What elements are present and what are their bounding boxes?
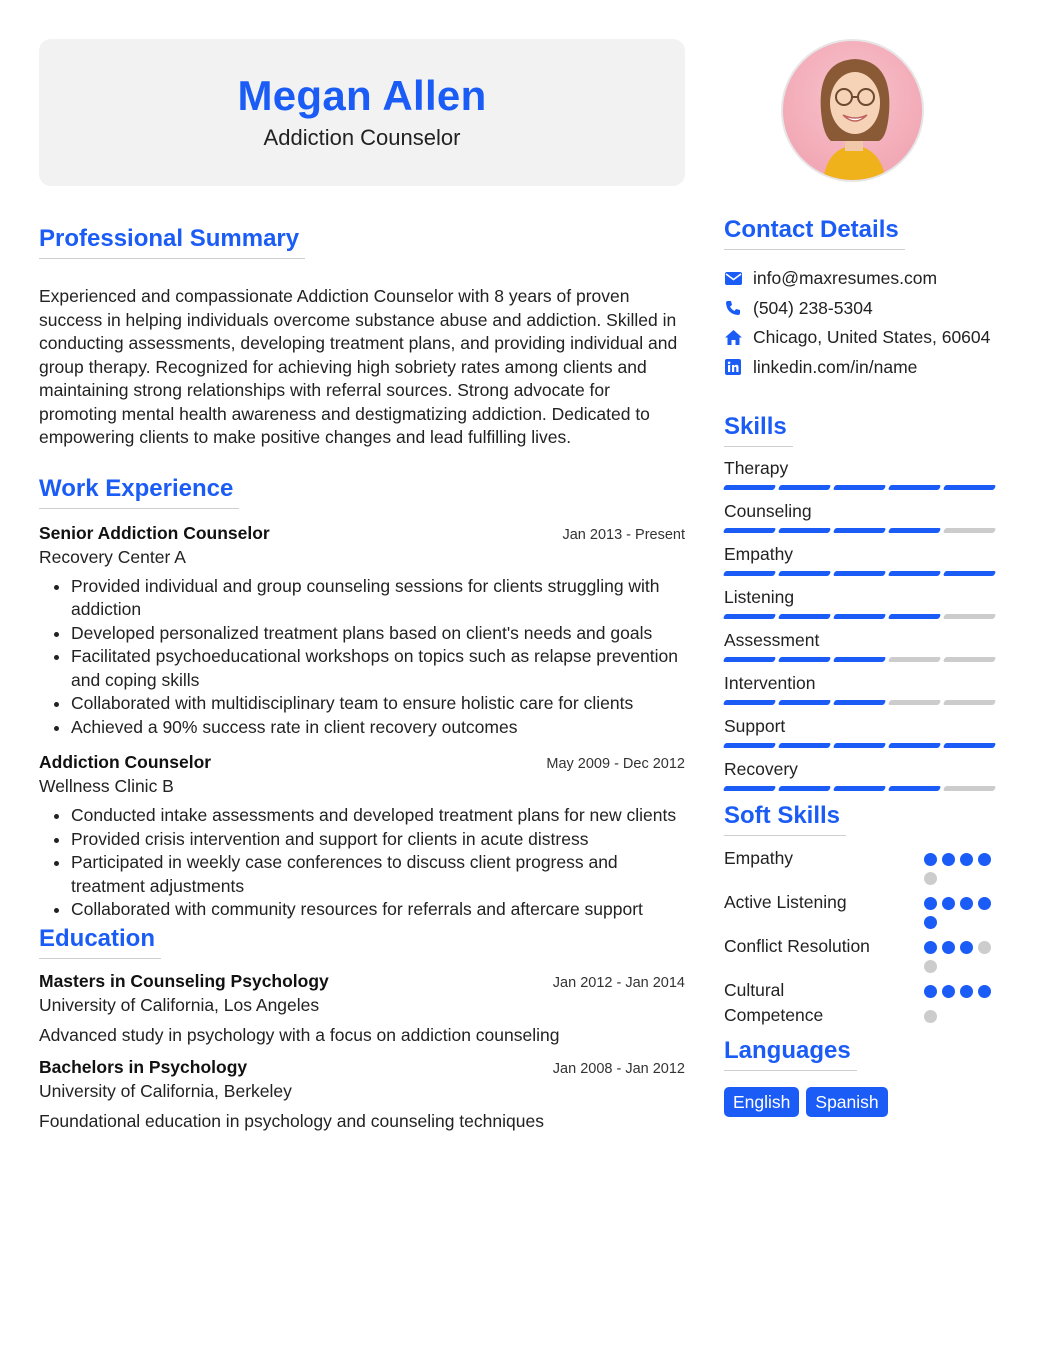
contact-phone-text: (504) 238-5304 — [753, 297, 873, 318]
soft-skill-name: Empathy — [724, 848, 794, 868]
skill-level-segment — [833, 528, 886, 533]
skill-item — [724, 586, 1004, 619]
skill-level-bar — [724, 485, 1004, 490]
rating-dot — [960, 853, 973, 866]
education-date: Jan 2008 - Jan 2012 — [552, 1060, 685, 1077]
contact-email[interactable] — [724, 264, 1004, 294]
soft-skill-rating — [924, 934, 1004, 973]
rating-dot — [924, 1010, 937, 1023]
soft-skill-name: Cultural Competence — [724, 980, 824, 1025]
skill-level-segment — [778, 700, 831, 705]
skill-level-segment — [833, 657, 886, 662]
section-title-skills: Skills — [724, 412, 793, 447]
skill-level-segment — [778, 485, 831, 490]
soft-skill-item — [724, 978, 1004, 1028]
skill-level-segment — [833, 485, 886, 490]
skill-item — [724, 500, 1004, 533]
job-organization: Wellness Clinic B — [39, 776, 174, 796]
skill-level-segment — [778, 657, 831, 662]
language-chip: English — [724, 1087, 799, 1117]
skill-name: Counseling — [724, 501, 812, 521]
rating-dot — [924, 960, 937, 973]
contact-email-text: info@maxresumes.com — [753, 268, 938, 289]
rating-dot — [960, 985, 973, 998]
contact-section — [724, 215, 1004, 382]
school-name: University of California, Berkeley — [39, 1080, 292, 1101]
skill-name: Support — [724, 716, 786, 736]
rating-dot — [924, 941, 937, 954]
contact-linkedin-text: linkedin.com/in/name — [753, 356, 918, 377]
rating-dot — [978, 985, 991, 998]
job-bullet: • Facilitated psychoeducational workshops on topics such as relapse prevention and coping skills — [71, 645, 685, 692]
contact-linkedin[interactable] — [724, 353, 1004, 383]
section-title-experience: Work Experience — [39, 474, 239, 509]
skill-name: Listening — [724, 587, 795, 607]
job-bullet: • Achieved a 90% success rate in client recovery outcomes — [71, 716, 685, 740]
summary-text: Experienced and compassionate Addiction Counselor with 8 years of proven success in helping individuals overcome substance abuse and addiction. Skilled in conducting assessments, developing treatment plans, and providing individual and group therapy. Recognized for achieving high sobriety rates among clients and maintaining strong relationships with referral sources. Strong advocate for promoting mental health awareness and destigmatizing addiction. Dedicated to empowering clients to make positive changes and lead fulfilling lives. — [39, 286, 678, 447]
skill-item — [724, 629, 1004, 662]
education-date: Jan 2012 - Jan 2014 — [552, 974, 685, 991]
skill-level-bar — [724, 743, 1004, 748]
job-bullets — [39, 575, 685, 740]
soft-skill-item — [724, 846, 1004, 885]
degree-title: Masters in Counseling Psychology — [39, 970, 329, 991]
rating-dot — [924, 916, 937, 929]
rating-dot — [924, 985, 937, 998]
skill-level-segment — [943, 743, 996, 748]
skill-item — [724, 672, 1004, 705]
skill-item — [724, 457, 1004, 490]
soft-skill-rating — [924, 978, 1004, 1028]
skill-level-segment — [888, 700, 941, 705]
section-title-education: Education — [39, 924, 161, 959]
degree-title: Bachelors in Psychology — [39, 1056, 248, 1077]
skill-level-bar — [724, 657, 1004, 662]
skill-level-segment — [833, 743, 886, 748]
contact-phone[interactable] — [724, 294, 1004, 324]
education-description: Advanced study in psychology with a focus on addiction counseling — [39, 1024, 560, 1045]
job-title: Addiction Counselor — [39, 752, 212, 772]
contact-location-text: Chicago, United States, 60604 — [753, 327, 991, 348]
rating-dot — [942, 941, 955, 954]
contact-location — [724, 323, 1004, 353]
phone-icon — [724, 299, 742, 317]
education-description: Foundational education in psychology and counseling techniques — [39, 1110, 544, 1131]
email-icon — [724, 270, 742, 288]
skill-level-segment — [943, 700, 996, 705]
skill-level-segment — [778, 614, 831, 619]
rating-dot — [978, 897, 991, 910]
job-bullet: • Developed personalized treatment plans based on client's needs and goals — [71, 622, 685, 646]
rating-dot — [960, 897, 973, 910]
skill-level-segment — [723, 485, 776, 490]
skill-name: Therapy — [724, 458, 789, 478]
sidebar-column — [724, 39, 1004, 1117]
skill-level-segment — [943, 485, 996, 490]
job-entry — [39, 752, 685, 922]
skill-level-segment — [943, 571, 996, 576]
experience-section — [39, 474, 685, 922]
section-title-soft-skills: Soft Skills — [724, 801, 846, 836]
skill-level-segment — [723, 743, 776, 748]
job-bullet: • Participated in weekly case conferences to discuss client progress and treatment adjustments — [71, 851, 685, 898]
home-icon — [724, 329, 742, 347]
candidate-name: Megan Allen — [237, 72, 487, 119]
skill-level-segment — [888, 614, 941, 619]
skill-level-segment — [778, 528, 831, 533]
education-section — [39, 924, 685, 1133]
soft-skill-rating — [924, 846, 1004, 885]
skill-item — [724, 715, 1004, 748]
soft-skill-name: Active Listening — [724, 892, 847, 912]
rating-dot — [960, 941, 973, 954]
job-date: Jan 2013 - Present — [562, 526, 685, 543]
skill-item — [724, 543, 1004, 576]
section-title-contact: Contact Details — [724, 215, 905, 250]
skill-level-segment — [723, 571, 776, 576]
soft-skill-name: Conflict Resolution — [724, 936, 870, 956]
job-date: May 2009 - Dec 2012 — [546, 756, 685, 772]
skill-level-bar — [724, 786, 1004, 791]
job-entry — [39, 523, 685, 740]
rating-dot — [942, 897, 955, 910]
skill-level-segment — [943, 657, 996, 662]
rating-dot — [924, 872, 937, 885]
skill-level-segment — [888, 528, 941, 533]
section-title-summary: Professional Summary — [39, 224, 305, 259]
skill-level-segment — [943, 786, 996, 791]
skill-level-segment — [833, 571, 886, 576]
skill-name: Assessment — [724, 630, 820, 650]
skill-level-segment — [943, 528, 996, 533]
rating-dot — [978, 941, 991, 954]
rating-dot — [942, 853, 955, 866]
rating-dot — [978, 853, 991, 866]
job-bullet: • Provided crisis intervention and support for clients in acute distress — [71, 828, 685, 852]
skill-level-bar — [724, 528, 1004, 533]
job-bullets — [39, 804, 685, 922]
skill-name: Intervention — [724, 673, 816, 693]
skill-level-bar — [724, 614, 1004, 619]
skill-level-segment — [888, 571, 941, 576]
skill-level-segment — [723, 528, 776, 533]
section-title-languages: Languages — [724, 1036, 857, 1071]
main-column — [39, 39, 685, 1133]
skill-level-segment — [778, 571, 831, 576]
skill-level-segment — [888, 657, 941, 662]
job-bullet: • Conducted intake assessments and developed treatment plans for new clients — [71, 804, 685, 828]
education-entry — [39, 971, 685, 1047]
job-title: Senior Addiction Counselor — [39, 522, 270, 543]
skill-level-segment — [723, 786, 776, 791]
summary-section — [39, 224, 685, 450]
job-bullet: • Collaborated with community resources for referrals and aftercare support — [71, 898, 685, 922]
skill-level-segment — [778, 743, 831, 748]
school-name: University of California, Los Angeles — [39, 994, 320, 1015]
skill-level-segment — [833, 700, 886, 705]
skill-level-segment — [723, 614, 776, 619]
soft-skill-rating — [924, 890, 1004, 929]
language-chip: Spanish — [806, 1087, 887, 1117]
skill-level-segment — [778, 786, 831, 791]
rating-dot — [924, 853, 937, 866]
soft-skill-item — [724, 934, 1004, 973]
rating-dot — [942, 985, 955, 998]
job-bullet: • Collaborated with multidisciplinary team to ensure holistic care for clients — [71, 692, 685, 716]
candidate-role: Addiction Counselor — [263, 125, 461, 150]
skill-level-segment — [833, 786, 886, 791]
education-entry — [39, 1057, 685, 1133]
skill-level-segment — [723, 657, 776, 662]
job-organization: Recovery Center A — [39, 546, 186, 567]
skill-level-segment — [943, 614, 996, 619]
soft-skill-item — [724, 890, 1004, 929]
skill-level-segment — [888, 485, 941, 490]
skill-level-bar — [724, 571, 1004, 576]
skills-section — [724, 412, 1004, 791]
skill-level-bar — [724, 700, 1004, 705]
skill-name: Recovery — [724, 759, 798, 779]
skill-level-segment — [723, 700, 776, 705]
job-bullet: • Provided individual and group counseling sessions for clients struggling with addiction — [71, 575, 685, 622]
resume-header — [39, 39, 685, 186]
rating-dot — [924, 897, 937, 910]
skill-level-segment — [833, 614, 886, 619]
linkedin-icon — [724, 358, 742, 376]
soft-skills-section — [724, 801, 1004, 1028]
languages-section — [724, 1036, 1004, 1117]
skill-name: Empathy — [724, 544, 794, 564]
skill-item — [724, 758, 1004, 791]
skill-level-segment — [888, 786, 941, 791]
skill-level-segment — [888, 743, 941, 748]
